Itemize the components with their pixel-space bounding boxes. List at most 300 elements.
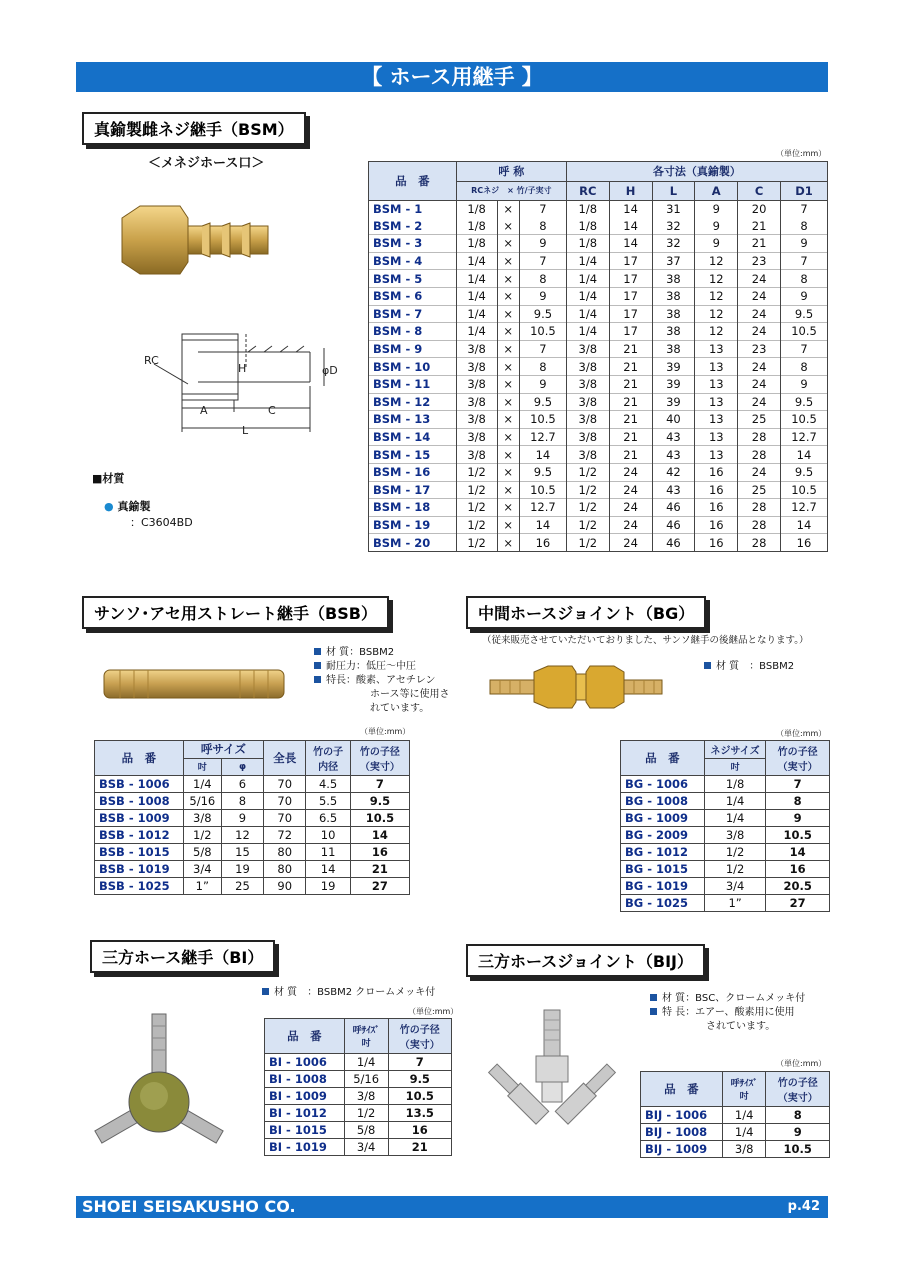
table-cell: 10.5 [766,827,830,844]
table-cell: × [497,446,519,464]
bij-note-label-1: 材 質 [662,993,686,1004]
table-cell: 20 [738,201,781,218]
table-cell: 23 [738,252,781,270]
table-cell: 7 [781,252,828,270]
table-cell: 3/8 [566,393,609,411]
table-cell: 14 [766,844,830,861]
table-cell: BSM - 4 [369,252,457,270]
bsb-header-code: 品 番 [95,741,184,776]
table-cell: 4.5 [306,776,350,793]
page-footer [76,1196,828,1218]
table-cell: 9.5 [781,463,828,481]
table-cell: 1” [704,895,766,912]
table-cell: BIJ - 1006 [641,1107,723,1124]
bsm-material-code: ：C3604BD [130,516,193,529]
bij-note-value-2: ：エアー、酸素用に使用 [685,1007,795,1018]
bsb-note-cont-2: れています。 [370,703,430,714]
bg-material [704,660,794,674]
table-cell: 24 [609,499,652,517]
table-cell: BSB - 1012 [95,827,184,844]
table-cell: 1/2 [456,534,497,552]
table-cell: 14 [519,446,566,464]
table-row [265,1105,452,1122]
table-cell: 9.5 [388,1071,452,1088]
table-cell: 70 [264,810,306,827]
table-cell: 17 [609,270,652,288]
table-cell: 1/4 [704,810,766,827]
table-cell: 21 [609,428,652,446]
table-cell: 12.7 [519,428,566,446]
table-cell: 14 [609,201,652,218]
table-cell: 70 [264,793,306,810]
bsb-notes [314,646,450,716]
table-cell: × [497,499,519,517]
table-cell: 1/2 [456,463,497,481]
bsm-material-name: 真鍮製 [117,500,151,513]
table-row [265,1122,452,1139]
bg-spec-table [620,740,830,912]
table-cell: 13 [695,340,738,358]
bi-product-photo [74,1010,254,1160]
table-cell: 28 [738,446,781,464]
table-cell: 3/8 [456,375,497,393]
diagram-label-d: φD [322,364,338,377]
page-number: p.42 [787,1199,820,1214]
bij-header-size: 呼ｻｲｽﾞ 吋 [722,1072,766,1107]
table-cell: 9 [695,218,738,235]
table-cell: 3/4 [344,1139,388,1156]
bi-material-label: 材 質 [274,987,298,998]
table-cell: 13.5 [388,1105,452,1122]
table-cell: 38 [652,340,695,358]
table-cell: BSM - 18 [369,499,457,517]
table-cell: 3/8 [566,446,609,464]
bsb-product-photo [100,660,290,708]
table-cell: 3/8 [722,1141,766,1158]
table-cell: BG - 1019 [621,878,705,895]
table-cell: BSM - 1 [369,201,457,218]
table-cell: 1/4 [566,252,609,270]
table-cell: 21 [738,218,781,235]
table-cell: 1/4 [566,270,609,288]
table-row [621,827,830,844]
table-cell: BSB - 1015 [95,844,184,861]
table-cell: 9 [519,375,566,393]
table-cell: 8 [519,218,566,235]
table-cell: 1/4 [566,323,609,341]
bij-unit: （単位:mm） [776,1059,827,1068]
table-cell: 3/8 [566,375,609,393]
table-cell: 1/4 [566,287,609,305]
bsm-header-h: H [609,181,652,201]
bsb-note-label-3: 特長 [326,675,346,686]
table-cell: 12 [695,287,738,305]
table-cell: 14 [609,218,652,235]
bij-header-real: 竹の子径（実寸） [766,1072,830,1107]
table-row [265,1054,452,1071]
bij-notes [650,992,805,1034]
table-cell: 12.7 [781,499,828,517]
table-cell: 9 [519,235,566,253]
table-cell: 12.7 [781,428,828,446]
bg-material-value: ：BSBM2 [749,661,795,672]
bij-product-photo [476,1006,646,1166]
table-cell: 12 [695,252,738,270]
table-cell: 7 [350,776,409,793]
table-row [369,270,828,288]
bsm-dimension-diagram [138,322,348,440]
table-cell: 38 [652,270,695,288]
table-cell: 10.5 [766,1141,830,1158]
table-cell: 10.5 [519,323,566,341]
bij-note-label-2: 特 長 [662,1007,686,1018]
table-cell: 9 [766,1124,830,1141]
table-cell: 1/4 [183,776,221,793]
table-cell: 3/8 [456,393,497,411]
bg-notice: （従来販売させていただいておりました、サンソ継手の後継品となります。） [482,635,809,646]
bsm-material-heading: ■材質 [92,472,125,485]
table-cell: × [497,481,519,499]
bsb-section-title: サンソ･アセ用ストレート継手（BSB） [82,596,389,629]
bsm-header-nominal: 呼 称 [456,162,566,182]
table-cell: 10.5 [388,1088,452,1105]
table-cell: 39 [652,393,695,411]
table-cell: 16 [781,534,828,552]
table-cell: 6 [221,776,263,793]
table-cell: 1/4 [456,323,497,341]
table-cell: BIJ - 1009 [641,1141,723,1158]
table-cell: 38 [652,305,695,323]
table-cell: 21 [609,393,652,411]
table-cell: BSB - 1009 [95,810,184,827]
table-row [369,201,828,218]
table-cell: BIJ - 1008 [641,1124,723,1141]
table-cell: 13 [695,393,738,411]
table-cell: 21 [609,375,652,393]
table-cell: × [497,411,519,429]
bsm-header-l: L [652,181,695,201]
table-row [369,235,828,253]
table-cell: 1/4 [344,1054,388,1071]
table-cell: 19 [221,861,263,878]
table-cell: BSM - 5 [369,270,457,288]
table-row [641,1107,830,1124]
table-row [641,1141,830,1158]
bsm-subtitle: ＜メネジホース口＞ [148,156,265,171]
bi-section-title: 三方ホース継手（BI） [90,940,275,973]
table-row [95,793,410,810]
bsm-header-d1: D1 [781,181,828,201]
table-cell: 24 [738,393,781,411]
table-cell: 25 [738,411,781,429]
table-cell: × [497,305,519,323]
table-cell: 27 [766,895,830,912]
bi-header-size: 呼ｻｲｽﾞ 吋 [344,1019,388,1054]
table-cell: 1/4 [722,1124,766,1141]
table-cell: 12 [695,323,738,341]
table-cell: 1/4 [704,793,766,810]
bsb-note-value-2: ：低圧～中圧 [356,661,416,672]
table-row [369,534,828,552]
table-row [369,305,828,323]
bg-product-photo [486,662,666,712]
table-cell: 5/8 [183,844,221,861]
table-cell: 7 [781,201,828,218]
table-cell: 10.5 [519,411,566,429]
table-cell: 9.5 [350,793,409,810]
table-cell: 90 [264,878,306,895]
table-row [369,481,828,499]
table-row [369,463,828,481]
table-row [369,411,828,429]
table-cell: 25 [221,878,263,895]
table-row [369,516,828,534]
table-cell: 21 [609,358,652,376]
table-cell: BG - 1009 [621,810,705,827]
table-cell: 17 [609,305,652,323]
bg-section-title: 中間ホースジョイント（BG） [466,596,706,629]
table-cell: 14 [519,516,566,534]
table-cell: 38 [652,287,695,305]
table-row [95,861,410,878]
table-cell: 9 [519,287,566,305]
table-cell: 1/2 [183,827,221,844]
table-cell: 28 [738,428,781,446]
table-cell: × [497,287,519,305]
table-cell: BI - 1019 [265,1139,345,1156]
table-cell: 24 [609,516,652,534]
table-cell: × [497,340,519,358]
table-cell: 9 [695,201,738,218]
table-cell: 3/8 [456,340,497,358]
bullet-square-icon [704,662,711,669]
bg-material-label: 材 質 [716,661,740,672]
bi-unit: （単位:mm） [408,1007,459,1016]
table-cell: BSM - 19 [369,516,457,534]
diagram-label-a: A [200,404,208,417]
table-cell: 24 [609,463,652,481]
table-cell: 9 [221,810,263,827]
table-row [265,1139,452,1156]
table-cell: 31 [652,201,695,218]
table-cell: 10.5 [519,481,566,499]
table-cell: 8 [766,793,830,810]
bsm-header-rc: RC [566,181,609,201]
table-cell: 5.5 [306,793,350,810]
table-cell: BSM - 17 [369,481,457,499]
diagram-label-c: C [268,404,276,417]
table-cell: 9.5 [519,393,566,411]
table-cell: 72 [264,827,306,844]
table-cell: BSM - 13 [369,411,457,429]
bsb-note-value-3: ：酸素、アセチレン [346,675,436,686]
table-cell: 37 [652,252,695,270]
table-row [369,428,828,446]
table-cell: 8 [766,1107,830,1124]
table-cell: 5/16 [183,793,221,810]
table-cell: BG - 1008 [621,793,705,810]
table-cell: 1/8 [566,218,609,235]
table-row [369,499,828,517]
table-cell: 8 [519,358,566,376]
bsb-spec-table [94,740,410,895]
bij-header-code: 品 番 [641,1072,723,1107]
bi-header-code: 品 番 [265,1019,345,1054]
table-cell: 10.5 [781,323,828,341]
table-cell: 13 [695,375,738,393]
table-cell: 1/2 [566,481,609,499]
table-cell: 1/2 [566,534,609,552]
table-row [95,878,410,895]
table-cell: BI - 1008 [265,1071,345,1088]
table-cell: 24 [738,463,781,481]
table-cell: 24 [738,375,781,393]
table-row [369,218,828,235]
table-cell: BSB - 1006 [95,776,184,793]
diagram-label-l: L [242,424,249,437]
table-cell: 80 [264,844,306,861]
table-cell: 14 [781,446,828,464]
table-row [621,793,830,810]
table-cell: × [497,534,519,552]
table-cell: 3/8 [344,1088,388,1105]
table-cell: BSB - 1008 [95,793,184,810]
table-cell: 3/8 [566,340,609,358]
table-cell: BG - 1012 [621,844,705,861]
table-row [621,810,830,827]
table-cell: 16 [350,844,409,861]
table-row [95,776,410,793]
table-cell: 28 [738,516,781,534]
table-cell: × [497,375,519,393]
table-cell: 14 [350,827,409,844]
table-cell: 9.5 [781,393,828,411]
table-cell: × [497,323,519,341]
table-cell: 1” [183,878,221,895]
table-cell: 3/8 [456,411,497,429]
bi-material [262,986,435,1000]
table-cell: 38 [652,323,695,341]
table-cell: 24 [738,305,781,323]
table-row [369,393,828,411]
table-cell: 16 [695,499,738,517]
table-row [265,1088,452,1105]
bg-header-size-in: 吋 [704,758,766,776]
bsm-header-c: C [738,181,781,201]
bsm-spec-table [368,161,828,552]
table-cell: 39 [652,375,695,393]
table-cell: 43 [652,481,695,499]
table-cell: 3/8 [566,358,609,376]
table-cell: 10.5 [781,481,828,499]
table-cell: 13 [695,358,738,376]
table-row [95,844,410,861]
table-cell: 1/2 [566,463,609,481]
bsm-product-photo [118,200,278,280]
table-cell: 21 [738,235,781,253]
table-cell: 3/4 [183,861,221,878]
table-cell: 24 [609,481,652,499]
company-name: SHOEI SEISAKUSHO CO. [82,1197,296,1216]
table-cell: 1/4 [722,1107,766,1124]
table-cell: 6.5 [306,810,350,827]
table-cell: 16 [766,861,830,878]
bg-header-size: ネジサイズ [704,741,766,759]
bsb-header-size: 呼サイズ [183,741,263,759]
table-cell: 17 [609,323,652,341]
bsb-unit: （単位:mm） [360,727,411,736]
table-cell: BSM - 3 [369,235,457,253]
table-cell: 8 [781,270,828,288]
table-cell: × [497,463,519,481]
table-cell: 13 [695,446,738,464]
table-cell: 1/4 [456,305,497,323]
table-cell: 21 [609,340,652,358]
table-cell: 1/8 [566,201,609,218]
table-cell: BSM - 15 [369,446,457,464]
table-cell: BI - 1009 [265,1088,345,1105]
table-cell: 9.5 [519,305,566,323]
bij-note-cont: されています。 [706,1021,776,1032]
bsm-header-a: A [695,181,738,201]
table-row [369,252,828,270]
table-cell: 16 [519,534,566,552]
table-cell: 9 [766,810,830,827]
table-cell: BSM - 8 [369,323,457,341]
table-cell: 8 [519,270,566,288]
table-cell: 7 [766,776,830,793]
table-cell: BSB - 1019 [95,861,184,878]
table-cell: 7 [519,340,566,358]
table-cell: 1/2 [456,516,497,534]
table-row [641,1124,830,1141]
table-cell: 27 [350,878,409,895]
bij-section-title: 三方ホースジョイント（BIJ） [466,944,705,977]
bsm-section-title: 真鍮製雌ネジ継手（BSM） [82,112,306,145]
table-cell: 14 [306,861,350,878]
table-cell: BSM - 2 [369,218,457,235]
table-cell: 24 [738,287,781,305]
table-row [621,861,830,878]
bsm-header-nominal-sub: RCネジ × 竹/子実寸 [456,181,566,201]
table-row [369,340,828,358]
table-cell: 20.5 [766,878,830,895]
table-cell: BI - 1015 [265,1122,345,1139]
bullet-square-icon [650,994,657,1001]
table-cell: 1/8 [704,776,766,793]
bi-header-real: 竹の子径（実寸） [388,1019,452,1054]
bsm-header-dims: 各寸法（真鍮製） [566,162,827,182]
table-cell: BSM - 12 [369,393,457,411]
table-cell: 1/2 [344,1105,388,1122]
table-cell: 3/8 [183,810,221,827]
table-cell: 40 [652,411,695,429]
table-cell: 1/8 [566,235,609,253]
table-cell: 9 [781,235,828,253]
table-row [369,358,828,376]
table-cell: 1/2 [566,516,609,534]
table-cell: 1/4 [456,270,497,288]
table-cell: 17 [609,252,652,270]
table-cell: 5/8 [344,1122,388,1139]
bullet-square-icon [650,1008,657,1015]
table-cell: 24 [738,323,781,341]
table-cell: 21 [388,1139,452,1156]
table-cell: BSM - 16 [369,463,457,481]
bi-spec-table [264,1018,452,1156]
table-cell: 10.5 [781,411,828,429]
table-cell: BG - 1025 [621,895,705,912]
